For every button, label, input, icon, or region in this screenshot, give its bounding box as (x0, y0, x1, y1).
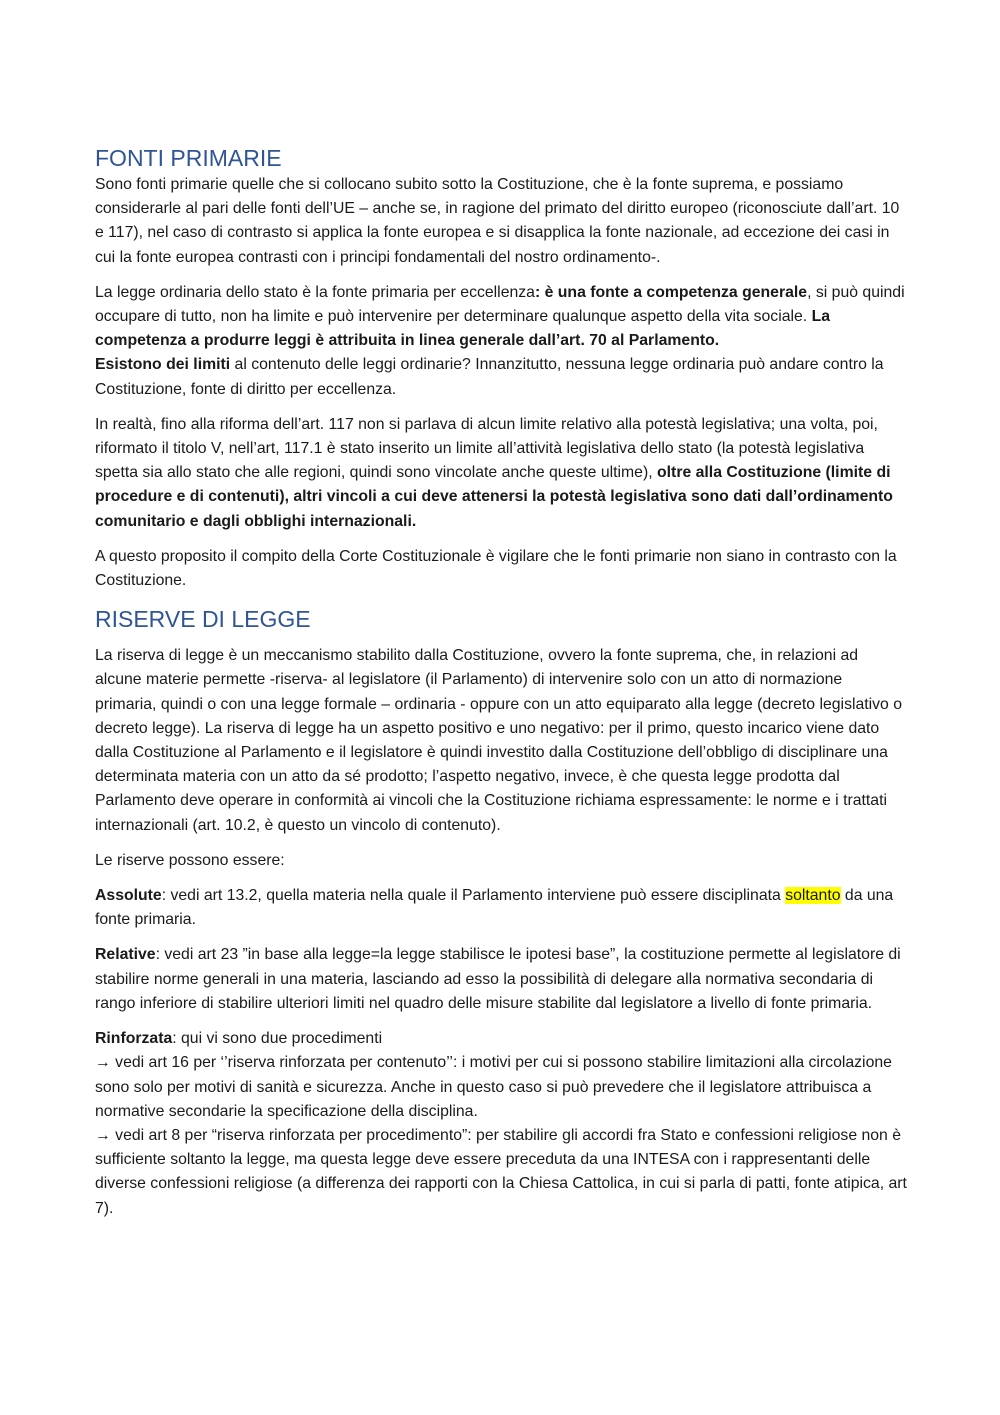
text-run: In realtà, fino alla riforma dell’art. 117 non si parlava di alcun limite relativo alla potestà legislativa; una volta, poi, riformato il titolo V, nell’art, 117.1 è stato inserito un limite all’attività legislativa dello stato (la potestà legislativa spetta sia allo stato che alle regioni, quindi sono vincolate anche queste ultime), (95, 415, 878, 482)
rinforzata-paragraph (95, 1027, 907, 1221)
term-label: Assolute (95, 887, 162, 905)
arrow-right-icon: → (95, 1126, 111, 1144)
text-run: al contenuto delle leggi ordinarie? Innanzitutto, nessuna legge ordinaria può andare contro la Costituzione, fonte di diritto per eccellenza. (95, 356, 884, 398)
text-run: La legge ordinaria dello stato è la fonte primaria per eccellenza (95, 283, 535, 301)
relative-paragraph (95, 943, 907, 1016)
paragraph: Sono fonti primarie quelle che si collocano subito sotto la Costituzione, che è la fonte suprema, e possiamo considerarle al pari delle fonti dell’UE – anche se, in ragione del primato del diritto europeo (riconosciute dall’art. 10 e 117), nel caso di contrasto si applica la fonte europea e si disapplica la fonte nazionale, ad eccezione dei casi in cui la fonte europea contrasti con i principi fondamentali del nostro ordinamento-. (95, 176, 900, 266)
bold-run: La competenza a produrre leggi è attribuita in linea generale dall’art. 70 al Parlamento. (95, 308, 831, 350)
bold-run: Esistono dei limiti (95, 356, 231, 374)
paragraph: La riserva di legge è un meccanismo stabilito dalla Costituzione, ovvero la fonte suprema, che, in relazioni ad alcune materie permette -riserva- al legislatore (il Parlamento) di intervenire solo con un atto di normazione primaria, quindi o con una legge formale – ordinaria - oppure con un atto equiparato alla legge (decreto legislativo o decreto legge). La riserva di legge ha un aspetto positivo e uno negativo: per il primo, questo incarico viene dato dalla Costituzione al Parlamento e il legislatore è quindi investito dalla Costituzione dell’obbligo di disciplinare una determinata materia con un atto da sé prodotto; l’aspetto negativo, invece, è che questa legge prodotta dal Parlamento deve operare in conformità ai vincoli che la Costituzione richiama espressamente: le norme e i trattati internazionali (art. 10.2, è questo un vincolo di contenuto). (95, 647, 903, 834)
text-run: : vedi art 13.2, quella materia nella quale il Parlamento interviene può essere disciplinata (161, 887, 786, 905)
paragraph: A questo proposito il compito della Corte Costituzionale è vigilare che le fonti primarie non siano in contrasto con la Costituzione. (95, 547, 897, 590)
term-label: Relative (95, 946, 156, 964)
text-run: : vedi art 23 ”in base alla legge=la legge stabilisce le ipotesi base”, la costituzione permette al legislatore di stabilire norme generali in una materia, lasciando ad esso la possibilità di delegare alla normativa secondaria di rango inferiore di stabilire ulteriori limiti nel quadro delle misure stabilite dal legislatore a livello di fonte primaria. (95, 946, 901, 1012)
assolute-paragraph (95, 884, 907, 932)
bold-run: oltre alla Costituzione (limite di procedure e di contenuti), altri vincoli a cui deve attenersi la potestà legislativa sono dati dall’ordinamento comunitario e dagli obblighi internazionali. (95, 464, 893, 530)
highlighted-word: soltanto (785, 887, 841, 905)
section-title-riserve-di-legge: RISERVE DI LEGGE (95, 606, 311, 633)
document-page (95, 140, 907, 1232)
text-run: : qui vi sono due procedimenti (172, 1030, 383, 1048)
paragraph (95, 281, 907, 402)
text-run: da una fonte primaria. (95, 887, 894, 929)
arrow-right-icon: → (95, 1054, 111, 1072)
bold-run: : è una fonte a competenza generale (534, 283, 808, 301)
text-run: , si può quindi occupare di tutto, non ha limite e può intervenire per determinare qualunque aspetto della vita sociale. (95, 283, 905, 326)
paragraph (95, 413, 907, 534)
list-item: vedi art 16 per ‘’riserva rinforzata per contenuto’’: i motivi per cui si possono stabilire limitazioni alla circolazione sono solo per motivi di sanità e sicurezza. Anche in questo caso si può prevedere che il legislatore attribuisca a normative secondarie la specificazione della disciplina. (95, 1054, 892, 1120)
paragraph: Le riserve possono essere: (95, 851, 285, 869)
list-item: vedi art 8 per “riserva rinforzata per procedimento”: per stabilire gli accordi fra Stato e confessioni religiose non è sufficiente soltanto la legge, ma questa legge deve essere preceduta da una INTESA con i rappresentanti delle diverse confessioni religiose (a differenza dei rapporti con la Chiesa Cattolica, in cui si parla di patti, fonte atipica, art 7). (95, 1126, 907, 1217)
section-title-fonti-primarie: FONTI PRIMARIE (95, 145, 282, 171)
term-label: Rinforzata (95, 1030, 173, 1048)
